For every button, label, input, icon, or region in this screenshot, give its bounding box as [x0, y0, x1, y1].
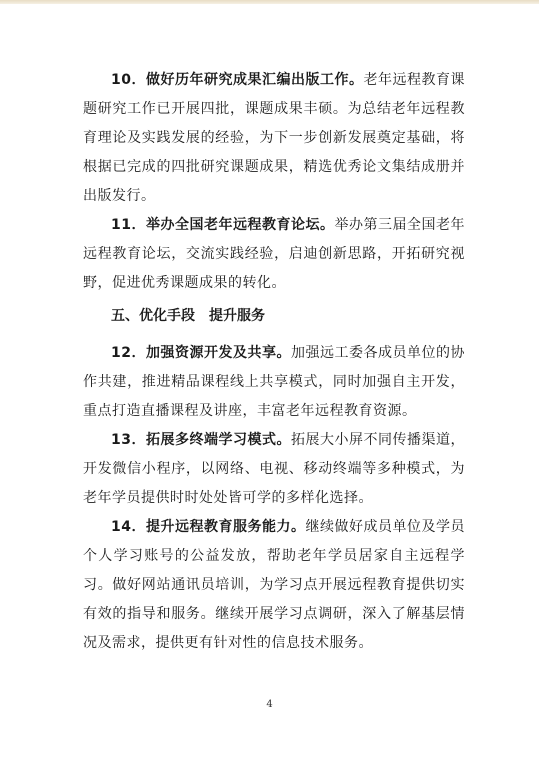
paragraph-item-11 — [83, 211, 465, 298]
paragraph-lead: 14．提升远程教育服务能力。 — [111, 519, 306, 535]
section-heading: 五、优化手段 提升服务 — [111, 308, 265, 324]
paragraph-body: 加强远工委各成员单位的协作共建，推进精品课程线上共享模式，同时加强自主开发，重点打造直播课程及讲座，丰富老年远程教育资源。 — [83, 345, 466, 419]
paragraph-body: 拓展大小屏不同传播渠道，开发微信小程序，以网络、电视、移动终端等多种模式，为老年学员提供时时处处皆可学的多样化选择。 — [83, 432, 466, 506]
document-body — [83, 66, 465, 658]
paragraph-body: 老年远程教育课题研究工作已开展四批，课题成果丰硕。为总结老年远程教育理论及实践发展的经验，为下一步创新发展奠定基础，将根据已完成的四批研究课题成果，精选优秀论文集结成册并出版发行。 — [83, 72, 466, 204]
paragraph-item-10 — [83, 66, 465, 211]
paragraph-body: 举办第三届全国老年远程教育论坛，交流实践经验，启迪创新思路，开拓研究视野，促进优秀课题成果的转化。 — [83, 217, 466, 291]
paragraph-item-14 — [83, 513, 465, 658]
paragraph-lead: 10．做好历年研究成果汇编出版工作。 — [111, 72, 364, 88]
paragraph-lead: 11．举办全国老年远程教育论坛。 — [111, 217, 335, 233]
page-number: 4 — [266, 699, 273, 710]
paragraph-body: 继续做好成员单位及学员个人学习账号的公益发放，帮助老年学员居家自主远程学习。做好网站通讯员培训，为学习点开展远程教育提供切实有效的指导和服务。继续开展学习点调研，深入了解基层情况及需求，提供更有针对性的信息技术服务。 — [83, 519, 466, 651]
paragraph-lead: 12．加强资源开发及共享。 — [111, 345, 291, 361]
paragraph-item-12 — [83, 339, 465, 426]
page-top-border — [0, 0, 539, 4]
paragraph-lead: 13．拓展多终端学习模式。 — [111, 432, 291, 448]
paragraph-item-13 — [83, 426, 465, 513]
